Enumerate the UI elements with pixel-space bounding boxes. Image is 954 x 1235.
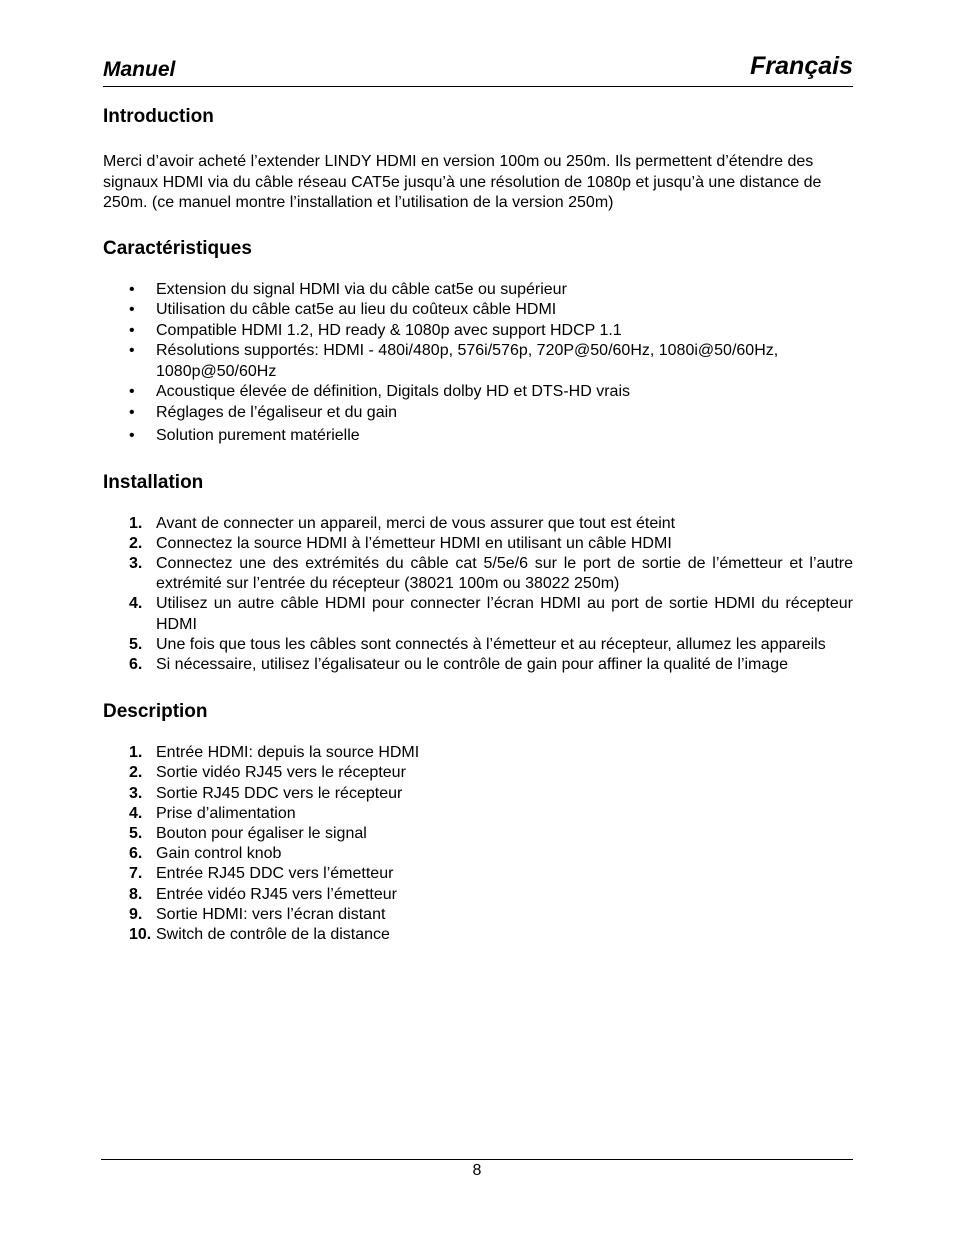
- feature-text: Acoustique élevée de définition, Digitals dolby HD et DTS-HD vrais: [156, 383, 630, 400]
- feature-text: Résolutions supportés: HDMI - 480i/480p, 576i/576p, 720P@50/60Hz, 1080i@50/60Hz, 1080p@50/60Hz: [156, 342, 779, 380]
- item-number: 4.: [129, 804, 143, 822]
- step-number: 4.: [129, 595, 143, 613]
- list-item: [103, 382, 853, 403]
- step-text: Une fois que tous les câbles sont connectés à l’émetteur et au récepteur, allumez les appareils: [156, 635, 826, 653]
- feature-text: Extension du signal HDMI via du câble cat5e ou supérieur: [156, 280, 567, 298]
- header-manual-label: Manuel: [103, 58, 176, 81]
- item-text: Sortie HDMI: vers l’écran distant: [156, 905, 386, 923]
- item-text: Bouton pour égaliser le signal: [156, 824, 367, 842]
- list-item: [103, 594, 853, 634]
- page-header: [103, 52, 853, 87]
- list-item: [103, 635, 853, 655]
- step-number: 5.: [129, 635, 143, 653]
- list-item: [103, 925, 853, 945]
- features-list: [103, 280, 853, 447]
- item-text: Switch de contrôle de la distance: [156, 925, 390, 943]
- list-item: [103, 426, 853, 447]
- step-text: Utilisez un autre câble HDMI pour connecter l’écran HDMI au port de sortie HDMI du récepteur HDMI: [156, 595, 853, 633]
- step-number: 6.: [129, 655, 143, 673]
- step-number: 2.: [129, 534, 143, 552]
- features-heading: Caractéristiques: [103, 237, 252, 259]
- step-number: 1.: [129, 514, 143, 532]
- installation-heading: Installation: [103, 471, 204, 493]
- list-item: [103, 885, 853, 905]
- list-item: [103, 403, 853, 424]
- bullet-icon: •: [129, 301, 135, 318]
- item-text: Prise d’alimentation: [156, 804, 296, 822]
- list-item: [103, 300, 853, 321]
- list-item: [103, 321, 853, 342]
- item-number: 5.: [129, 824, 143, 842]
- list-item: [103, 280, 853, 301]
- bullet-icon: •: [129, 342, 135, 359]
- item-number: 9.: [129, 905, 143, 923]
- description-list: [103, 743, 853, 945]
- feature-text: Solution purement matérielle: [156, 427, 360, 444]
- step-text: Connectez la source HDMI à l’émetteur HDMI en utilisant un câble HDMI: [156, 534, 672, 552]
- item-number: 8.: [129, 885, 143, 903]
- feature-text: Compatible HDMI 1.2, HD ready & 1080p avec support HDCP 1.1: [156, 321, 622, 339]
- list-item: [103, 864, 853, 884]
- list-item: [103, 763, 853, 783]
- item-text: Gain control knob: [156, 845, 282, 863]
- bullet-icon: •: [129, 280, 135, 298]
- footer-divider: [101, 1159, 853, 1160]
- description-heading: Description: [103, 701, 208, 723]
- step-number: 3.: [129, 554, 143, 572]
- feature-text: Réglages de l’égaliseur et du gain: [156, 403, 398, 421]
- header-language-label: Français: [750, 52, 853, 80]
- item-text: Entrée RJ45 DDC vers l’émetteur: [156, 865, 394, 883]
- list-item: [103, 514, 853, 534]
- item-text: Sortie RJ45 DDC vers le récepteur: [156, 784, 403, 802]
- section-installation: [103, 470, 853, 676]
- step-text: Connectez une des extrémités du câble cat 5/5e/6 sur le port de sortie de l’émetteur et l’autre extrémité sur l’entrée du récepteur (38021 100m ou 38022 250m): [156, 554, 853, 593]
- item-text: Entrée HDMI: depuis la source HDMI: [156, 744, 420, 762]
- bullet-icon: •: [129, 383, 135, 400]
- item-number: 3.: [129, 784, 143, 802]
- list-item: [103, 824, 853, 844]
- introduction-paragraph: Merci d’avoir acheté l’extender LINDY HDMI en version 100m ou 250m. Ils permettent d’étendre des signaux HDMI via du câble réseau CAT5e jusqu’à une résolution de 1080p et jusqu’à une distance de 250m. (ce manuel montre l’installation et l’utilisation de la version 250m): [103, 153, 822, 211]
- installation-steps: [103, 514, 853, 676]
- bullet-icon: •: [129, 403, 135, 421]
- feature-text: Utilisation du câble cat5e au lieu du coûteux câble HDMI: [156, 301, 557, 318]
- item-number: 2.: [129, 764, 143, 782]
- list-item: [103, 784, 853, 804]
- item-number: 10.: [129, 925, 152, 943]
- list-item: [103, 655, 853, 675]
- list-item: [103, 554, 853, 594]
- section-introduction: [103, 104, 853, 214]
- item-number: 1.: [129, 744, 143, 762]
- list-item: [103, 341, 853, 382]
- step-text: Si nécessaire, utilisez l’égalisateur ou le contrôle de gain pour affiner la qualité de l’image: [156, 655, 789, 673]
- page-number: 8: [472, 1162, 482, 1179]
- section-features: [103, 236, 853, 447]
- bullet-icon: •: [129, 321, 135, 339]
- introduction-heading: Introduction: [103, 106, 214, 127]
- bullet-icon: •: [129, 427, 135, 444]
- page-content: [103, 104, 853, 945]
- item-text: Entrée vidéo RJ45 vers l’émetteur: [156, 885, 397, 903]
- list-item: [103, 534, 853, 554]
- list-item: [103, 743, 853, 763]
- item-number: 7.: [129, 865, 143, 883]
- section-description: [103, 699, 853, 945]
- list-item: [103, 905, 853, 925]
- list-item: [103, 844, 853, 864]
- list-item: [103, 804, 853, 824]
- item-number: 6.: [129, 845, 143, 863]
- item-text: Sortie vidéo RJ45 vers le récepteur: [156, 764, 406, 782]
- step-text: Avant de connecter un appareil, merci de vous assurer que tout est éteint: [156, 514, 676, 532]
